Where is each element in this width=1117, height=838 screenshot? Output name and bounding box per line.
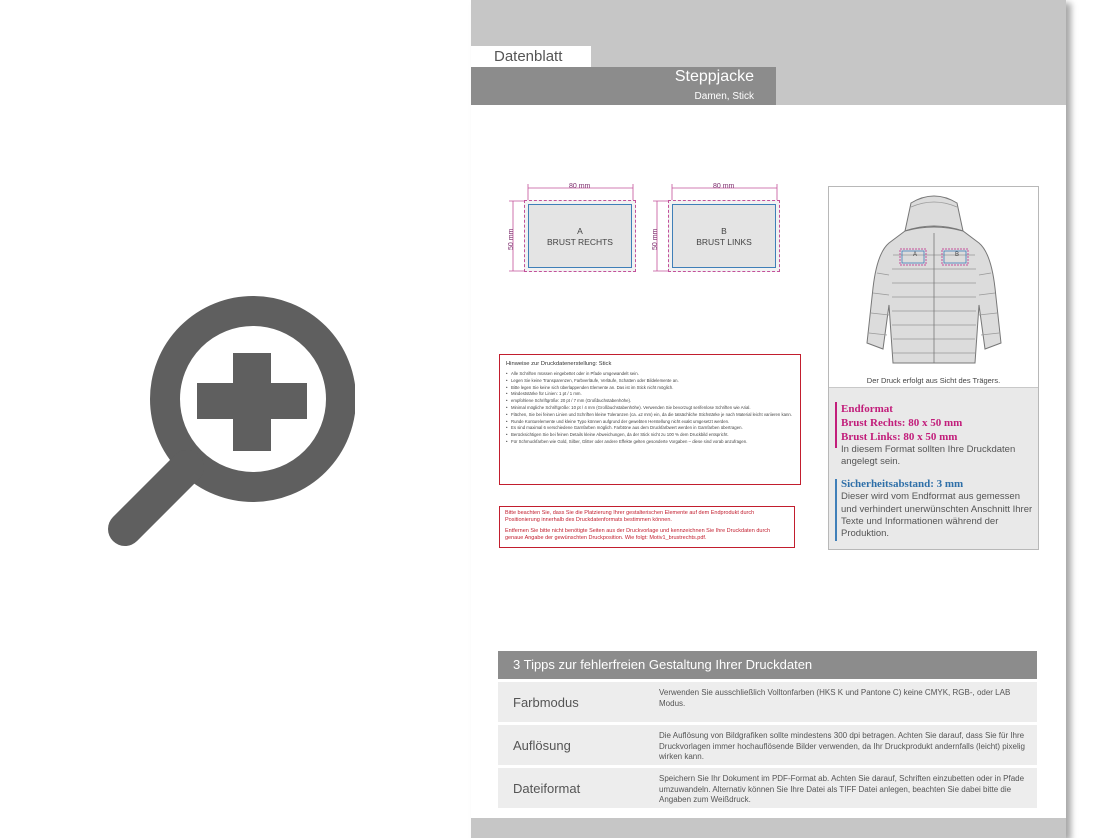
- height-label: 50 mm: [652, 228, 659, 250]
- jacket-marker-a: A: [912, 252, 917, 258]
- tip-label: Farbmodus: [513, 694, 579, 710]
- height-label: 50 mm: [508, 228, 515, 250]
- jacket-marker-b: B: [954, 252, 959, 258]
- notice-text: Entfernen Sie bitte nicht benötigte Seiten aus der Druckvorlage und kennzeichnen Sie Ihre Druckdaten durch genaue Angabe der gewünschten Druckposition. Wie folgt: Motiv1_brustrechts.pdf.: [505, 528, 771, 541]
- safety-marker: [835, 479, 837, 541]
- endformat-title: Endformat: [841, 403, 893, 415]
- format-info: [829, 387, 1038, 549]
- list-item: • Bitte legen Sie keine sich überlappenden Elemente an. Das ist im Stick nicht möglich.: [506, 385, 794, 392]
- datasheet-tab: Datenblatt: [471, 46, 591, 67]
- table-row: [498, 725, 1037, 765]
- print-area-name: BRUST LINKS: [696, 237, 752, 247]
- footer-band: [471, 818, 1066, 838]
- endformat-left: Brust Links: 80 x 50 mm: [841, 431, 958, 443]
- tip-label: Dateiformat: [513, 780, 581, 796]
- jacket-illustration: [859, 193, 1009, 373]
- tips-table: [498, 651, 1037, 808]
- list-item: • Alle Schriften müssen eingebettet oder in Pfade umgewandelt sein.: [506, 371, 794, 378]
- table-row: [498, 768, 1037, 808]
- print-area-letter: A: [577, 226, 583, 236]
- tip-text: Speichern Sie Ihr Dokument im PDF-Format ab. Achten Sie darauf, Schriften einzubetten oder in Pfade umzuwandeln. Alternativ können Sie Ihre Datei als TIFF Datei anlegen, beachten Sie dabei bitte die Angaben zum Weißdruck.: [659, 774, 1025, 804]
- hints-box: [499, 354, 801, 485]
- product-title: Steppjacke: [674, 68, 754, 85]
- tip-text: Verwenden Sie ausschließlich Volltonfarben (HKS K und Pantone C) keine CMYK, RGB-, oder LAB Modus.: [659, 688, 1011, 708]
- product-subtitle: Damen, Stick: [694, 91, 754, 102]
- placement-notice: [499, 506, 795, 548]
- print-area-a: [509, 182, 639, 274]
- jacket-panel: [828, 186, 1039, 550]
- safety-title: Sicherheitsabstand: 3 mm: [841, 478, 964, 491]
- table-row: [498, 682, 1037, 722]
- print-area-letter: B: [721, 226, 727, 236]
- list-item: • empfohlene Schriftgröße: 20 pt / 7 mm (Großbuchstabenhöhe).: [506, 398, 794, 405]
- hints-title: Hinweise zur Druckdatenerstellung: Stick: [506, 361, 612, 367]
- width-label: 80 mm: [569, 183, 591, 190]
- print-area-b: [653, 182, 783, 274]
- list-item: • Es sind maximal 6 verschiedene Garnfarben möglich. Farbtöne aus dem Druckfarbwert werden in Garnfarben übertragen.: [506, 425, 794, 432]
- zoom-in-icon[interactable]: [105, 295, 355, 547]
- list-item: • Minimal mögliche Schriftgröße: 10 pt / 4 mm (Großbuchstabenhöhe). Verwenden Sie bevorzugt serifenlose Schriften wie Arial.: [506, 405, 794, 412]
- endformat-right: Brust Rechts: 80 x 50 mm: [841, 417, 963, 429]
- notice-text: Bitte beachten Sie, dass Sie die Platzierung Ihrer gestalterischen Elemente auf dem Endprodukt durch Positionierung innerhalb des Druckdatenformats bestimmen können.: [505, 510, 755, 523]
- list-item: • Legen Sie keine Transparenzen, Farbverläufe, Verläufe, Schatten oder Bildelemente an.: [506, 378, 794, 385]
- list-item: • Berücksichtigen Sie bei feinen Details kleine Abweichungen, da der Stick nicht zu 100 % dem Druckbild entspricht.: [506, 432, 794, 439]
- tip-text: Die Auflösung von Bildgrafiken sollte mindestens 300 dpi betragen. Achten Sie darauf, dass Sie für Ihre Druckvorlagen immer hochauflösende Bilder verwenden, da Ihr Druckprodukt andernfalls (leicht) pixelig wirken kann.: [659, 731, 1025, 761]
- jacket-caption: Der Druck erfolgt aus Sicht des Trägers.: [866, 376, 1001, 385]
- safety-box: [528, 204, 632, 268]
- tips-header: 3 Tipps zur fehlerfreien Gestaltung Ihrer Druckdaten: [498, 651, 1037, 679]
- safety-text: Dieser wird vom Endformat aus gemessen und verhindert unerwünschten Anschnitt Ihrer Texte und Informationen während der Produktion.: [841, 491, 1033, 540]
- list-item: • Runde Konturelemente und kleine Typo können aufgrund der gewebten Herstellung nicht exakt umgesetzt werden.: [506, 419, 794, 426]
- endformat-marker: [835, 402, 837, 448]
- safety-box: [672, 204, 776, 268]
- list-item: • Flächen, Sie bei feinen Linien und Schriften kleine Toleranzen (ca. ±2 mm) ein, da die tatsächliche Stichstärke je nach Material leicht variieren kann.: [506, 412, 794, 419]
- print-area-name: BRUST RECHTS: [547, 237, 613, 247]
- list-item: • Für Schmuckfarben wie Gold, Silber, Glitter oder andere Effekte gelten gesonderte Vorgaben – diese sind vorab anzufragen.: [506, 439, 794, 446]
- endformat-text: In diesem Format sollten Ihre Druckdaten angelegt sein.: [841, 444, 1016, 468]
- tip-label: Auflösung: [513, 737, 571, 753]
- width-label: 80 mm: [713, 183, 735, 190]
- list-item: • Mindeststärke für Linien: 1 pt / 1 mm.: [506, 391, 794, 398]
- hints-list: [506, 371, 794, 446]
- datasheet-page: [471, 0, 1066, 838]
